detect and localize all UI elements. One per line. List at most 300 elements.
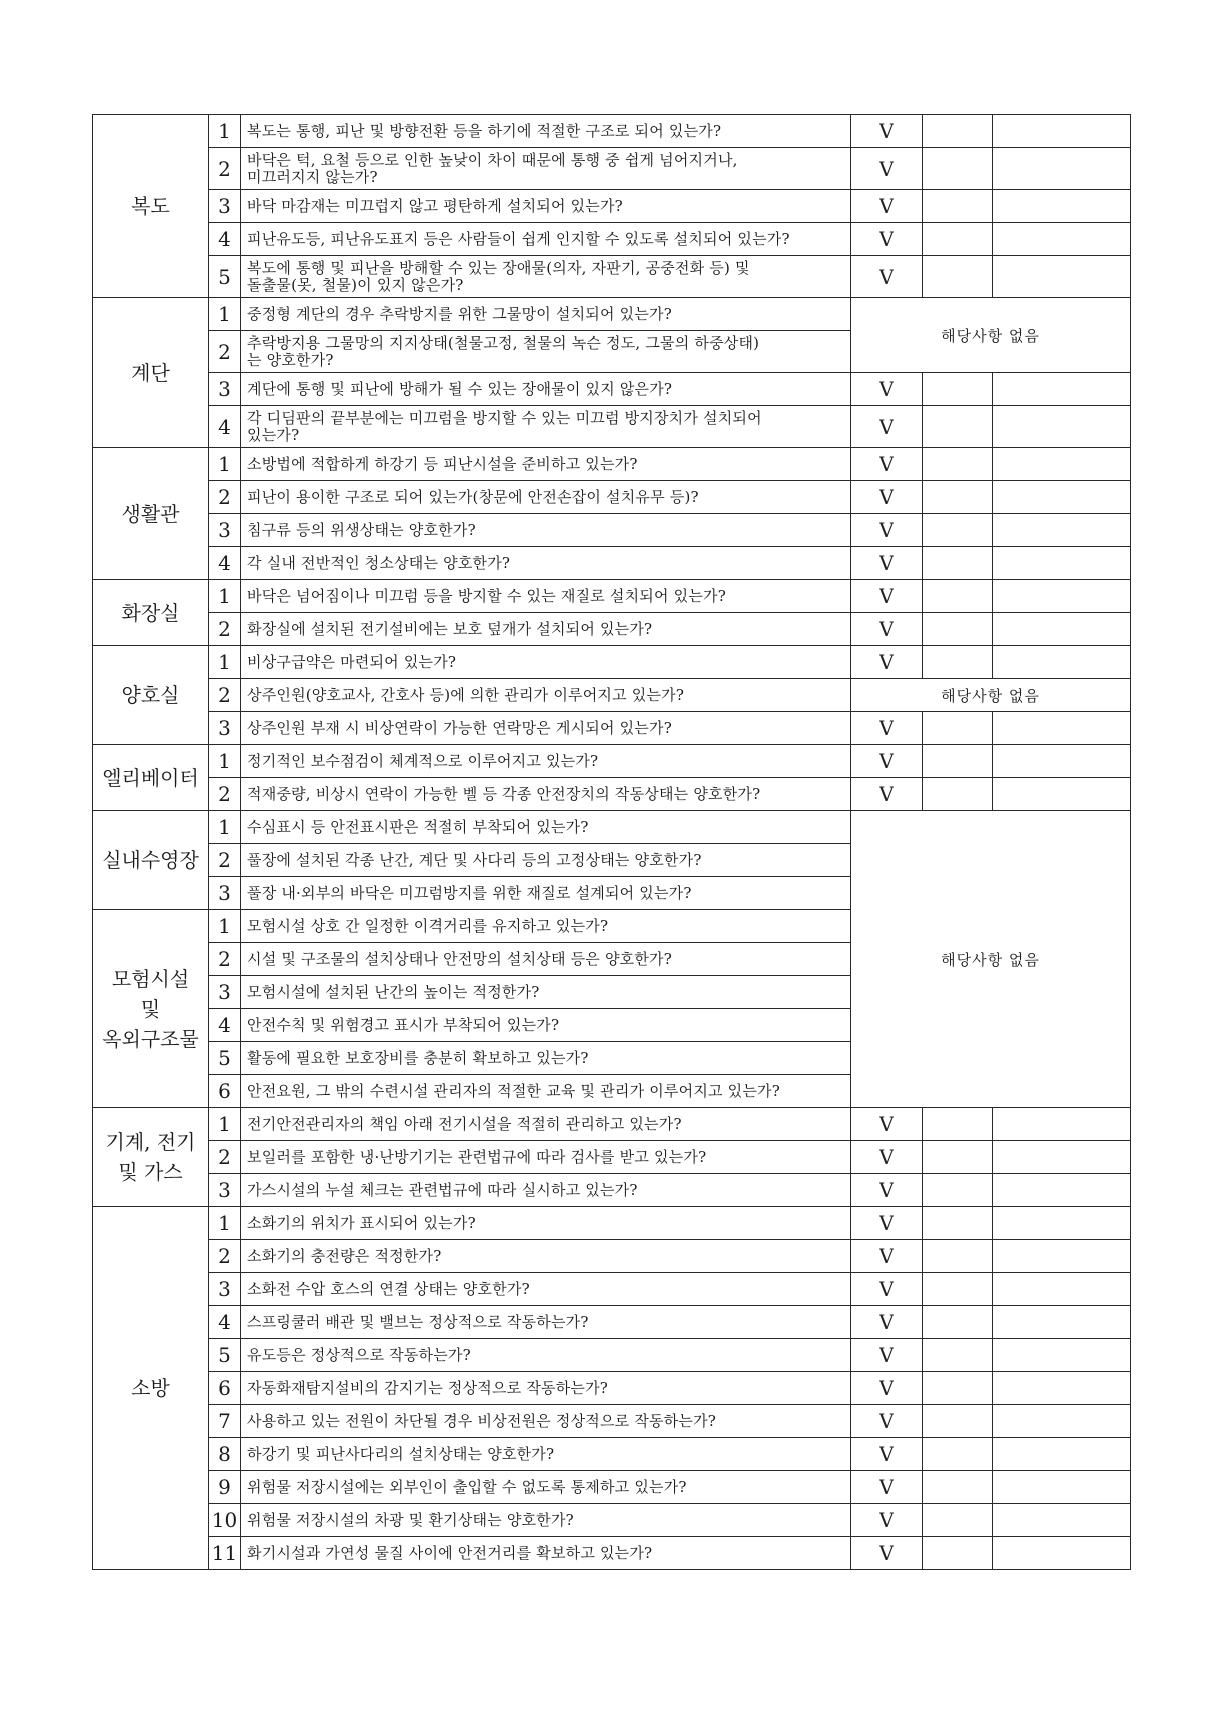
check-cell[interactable]: [851, 406, 923, 448]
check-cell[interactable]: [851, 190, 923, 223]
check-mark: V: [879, 551, 894, 575]
question-cell: [241, 580, 851, 613]
item-number: 4: [209, 1306, 241, 1339]
blank-cell[interactable]: [923, 514, 993, 547]
item-number: 3: [209, 190, 241, 223]
question-text: 피난이 용이한 구조로 되어 있는가(창문에 안전손잡이 설치유무 등)?: [247, 487, 699, 506]
blank-cell[interactable]: [993, 1537, 1131, 1570]
blank-cell[interactable]: [993, 1240, 1131, 1273]
check-mark: V: [879, 1508, 894, 1532]
check-cell[interactable]: [851, 1174, 923, 1207]
check-mark: V: [879, 1211, 894, 1235]
item-number: 1: [209, 1108, 241, 1141]
category-label: 및: [140, 996, 161, 1021]
category-cell: [93, 1207, 209, 1570]
check-mark: V: [879, 452, 894, 476]
item-number: 8: [209, 1438, 241, 1471]
category-cell: [93, 298, 209, 448]
question-cell: [241, 1141, 851, 1174]
blank-cell[interactable]: [923, 1306, 993, 1339]
blank-cell[interactable]: [993, 613, 1131, 646]
question-cell: [241, 976, 851, 1009]
blank-cell[interactable]: [923, 223, 993, 256]
question-cell: [241, 679, 851, 712]
item-number: 1: [209, 646, 241, 679]
category-label: 옥외구조물: [102, 1026, 199, 1051]
question-text: 가스시설의 누설 체크는 관련법규에 따라 실시하고 있는가?: [247, 1180, 638, 1199]
blank-cell[interactable]: [923, 1537, 993, 1570]
question-text: 풀장 내·외부의 바닥은 미끄럼방지를 위한 재질로 설계되어 있는가?: [247, 883, 692, 902]
check-cell[interactable]: [851, 580, 923, 613]
check-mark: V: [879, 119, 894, 143]
blank-cell[interactable]: [993, 712, 1131, 745]
item-number: 2: [209, 481, 241, 514]
question-cell: [241, 877, 851, 910]
category-label: 엘리베이터: [102, 765, 199, 790]
blank-cell[interactable]: [923, 1405, 993, 1438]
blank-cell[interactable]: [923, 1273, 993, 1306]
question-text: 수심표시 등 안전표시판은 적절히 부착되어 있는가?: [247, 817, 589, 836]
blank-cell[interactable]: [993, 115, 1131, 148]
check-cell[interactable]: [851, 1306, 923, 1339]
category-label: 생활관: [121, 501, 180, 526]
check-mark: V: [879, 518, 894, 542]
check-mark: V: [879, 1112, 894, 1136]
table-row: [93, 256, 1131, 298]
item-number: 6: [209, 1075, 241, 1108]
blank-cell[interactable]: [923, 580, 993, 613]
table-row: [93, 1108, 1131, 1141]
category-cell: [93, 646, 209, 745]
check-cell[interactable]: [851, 1273, 923, 1306]
question-cell: [241, 331, 851, 373]
blank-cell[interactable]: [993, 1207, 1131, 1240]
check-cell[interactable]: [851, 1504, 923, 1537]
blank-cell[interactable]: [993, 514, 1131, 547]
blank-cell[interactable]: [993, 1141, 1131, 1174]
question-text: 복도는 통행, 피난 및 방향전환 등을 하기에 적절한 구조로 되어 있는가?: [247, 121, 722, 140]
question-text: 소방법에 적합하게 하강기 등 피난시설을 준비하고 있는가?: [247, 454, 638, 473]
check-cell[interactable]: [851, 1438, 923, 1471]
question-text: 모험시설에 설치된 난간의 높이는 적정한가?: [247, 982, 540, 1001]
blank-cell[interactable]: [993, 1471, 1131, 1504]
blank-cell[interactable]: [923, 1207, 993, 1240]
blank-cell[interactable]: [993, 148, 1131, 190]
question-cell: [241, 298, 851, 331]
table-row: [93, 547, 1131, 580]
check-mark: V: [879, 227, 894, 251]
blank-cell[interactable]: [923, 481, 993, 514]
question-text: 소화기의 위치가 표시되어 있는가?: [247, 1213, 476, 1232]
blank-cell[interactable]: [993, 1273, 1131, 1306]
item-number: 1: [209, 745, 241, 778]
blank-cell[interactable]: [993, 1438, 1131, 1471]
question-cell: [241, 115, 851, 148]
question-cell: [241, 778, 851, 811]
table-row: [93, 190, 1131, 223]
check-cell[interactable]: [851, 514, 923, 547]
check-cell[interactable]: [851, 481, 923, 514]
question-cell: [241, 190, 851, 223]
question-cell: [241, 910, 851, 943]
question-text: 상주인원(양호교사, 간호사 등)에 의한 관리가 이루어지고 있는가?: [247, 685, 685, 704]
blank-cell[interactable]: [993, 778, 1131, 811]
table-row: [93, 1174, 1131, 1207]
blank-cell[interactable]: [923, 1471, 993, 1504]
question-cell: [241, 1471, 851, 1504]
check-cell[interactable]: [851, 712, 923, 745]
item-number: 2: [209, 679, 241, 712]
question-text: 스프링쿨러 배관 및 밸브는 정상적으로 작동하는가?: [247, 1312, 589, 1331]
item-number: 9: [209, 1471, 241, 1504]
category-cell: [93, 910, 209, 1108]
table-row: [93, 1273, 1131, 1306]
question-text: 자동화재탐지설비의 감지기는 정상적으로 작동하는가?: [247, 1378, 609, 1397]
blank-cell[interactable]: [993, 547, 1131, 580]
check-cell[interactable]: [851, 1537, 923, 1570]
question-cell: [241, 514, 851, 547]
blank-cell[interactable]: [993, 190, 1131, 223]
question-text: 상주인원 부재 시 비상연락이 가능한 연락망은 게시되어 있는가?: [247, 718, 672, 737]
table-row: [93, 613, 1131, 646]
blank-cell[interactable]: [923, 190, 993, 223]
question-text: 돌출물(못, 철물)이 있지 않은가?: [247, 275, 464, 294]
blank-cell[interactable]: [993, 646, 1131, 679]
question-cell: [241, 844, 851, 877]
item-number: 3: [209, 712, 241, 745]
check-mark: V: [879, 264, 894, 289]
not-applicable-cell: [851, 811, 1131, 1108]
blank-cell[interactable]: [923, 148, 993, 190]
item-number: 2: [209, 1141, 241, 1174]
question-cell: [241, 613, 851, 646]
item-number: 3: [209, 1273, 241, 1306]
item-number: 2: [209, 613, 241, 646]
category-cell: [93, 811, 209, 910]
question-cell: [241, 1108, 851, 1141]
not-applicable-label: 해당사항 없음: [941, 950, 1040, 969]
question-text: 보일러를 포함한 냉·난방기기는 관련법규에 따라 검사를 받고 있는가?: [247, 1147, 707, 1166]
question-text: 위험물 저장시설에는 외부인이 출입할 수 없도록 통제하고 있는가?: [247, 1477, 687, 1496]
blank-cell[interactable]: [923, 406, 993, 448]
check-cell[interactable]: [851, 1108, 923, 1141]
table-row: [93, 811, 1131, 844]
item-number: 4: [209, 223, 241, 256]
table-row: [93, 406, 1131, 448]
not-applicable-label: 해당사항 없음: [941, 686, 1040, 705]
question-text: 화장실에 설치된 전기설비에는 보호 덮개가 설치되어 있는가?: [247, 619, 653, 638]
question-text: 소화기의 충전량은 적정한가?: [247, 1246, 442, 1265]
check-cell[interactable]: [851, 448, 923, 481]
category-cell: [93, 745, 209, 811]
check-mark: V: [879, 584, 894, 608]
question-text: 모험시설 상호 간 일정한 이격거리를 유지하고 있는가?: [247, 916, 609, 935]
question-cell: [241, 547, 851, 580]
question-text: 바닥 마감재는 미끄럽지 않고 평탄하게 설치되어 있는가?: [247, 196, 623, 215]
blank-cell[interactable]: [993, 1504, 1131, 1537]
table-row: [93, 1339, 1131, 1372]
blank-cell[interactable]: [993, 373, 1131, 406]
check-mark: V: [879, 782, 894, 806]
blank-cell[interactable]: [993, 481, 1131, 514]
table-row: [93, 1405, 1131, 1438]
table-row: [93, 679, 1131, 712]
item-number: 3: [209, 877, 241, 910]
question-text: 화기시설과 가연성 물질 사이에 안전거리를 확보하고 있는가?: [247, 1543, 653, 1562]
blank-cell[interactable]: [923, 1240, 993, 1273]
question-text: 중정형 계단의 경우 추락방지를 위한 그물망이 설치되어 있는가?: [247, 304, 672, 323]
check-mark: V: [879, 156, 894, 181]
table-row: [93, 1141, 1131, 1174]
table-row: [93, 223, 1131, 256]
question-text: 활동에 필요한 보호장비를 충분히 확보하고 있는가?: [247, 1048, 589, 1067]
question-text: 위험물 저장시설의 차광 및 환기상태는 양호한가?: [247, 1510, 574, 1529]
question-cell: [241, 223, 851, 256]
check-cell[interactable]: [851, 1240, 923, 1273]
inspection-checklist-table: [92, 114, 1131, 1570]
question-text: 안전수칙 및 위험경고 표시가 부착되어 있는가?: [247, 1015, 560, 1034]
table-row: [93, 778, 1131, 811]
blank-cell[interactable]: [923, 373, 993, 406]
check-cell[interactable]: [851, 373, 923, 406]
blank-cell[interactable]: [993, 1372, 1131, 1405]
item-number: 1: [209, 580, 241, 613]
check-mark: V: [879, 485, 894, 509]
item-number: 1: [209, 910, 241, 943]
blank-cell[interactable]: [993, 406, 1131, 448]
question-cell: [241, 745, 851, 778]
check-cell[interactable]: [851, 613, 923, 646]
question-cell: [241, 811, 851, 844]
category-cell: [93, 448, 209, 580]
check-mark: V: [879, 1178, 894, 1202]
item-number: 7: [209, 1405, 241, 1438]
question-text: 안전요원, 그 밖의 수련시설 관리자의 적절한 교육 및 관리가 이루어지고 있는가?: [247, 1081, 780, 1100]
question-text: 시설 및 구조물의 설치상태나 안전망의 설치상태 등은 양호한가?: [247, 949, 672, 968]
question-cell: [241, 373, 851, 406]
checklist-body: [93, 115, 1131, 1570]
check-cell[interactable]: [851, 115, 923, 148]
category-label: 기계, 전기: [105, 1130, 196, 1154]
check-mark: V: [879, 194, 894, 218]
table-row: [93, 298, 1131, 331]
blank-cell[interactable]: [993, 448, 1131, 481]
not-applicable-label: 해당사항 없음: [941, 326, 1040, 345]
blank-cell[interactable]: [923, 1372, 993, 1405]
item-number: 2: [209, 778, 241, 811]
blank-cell[interactable]: [993, 1405, 1131, 1438]
question-cell: [241, 256, 851, 298]
question-cell: [241, 1009, 851, 1042]
category-label: 소방: [131, 1376, 170, 1400]
question-cell: [241, 1174, 851, 1207]
blank-cell[interactable]: [923, 778, 993, 811]
question-cell: [241, 1207, 851, 1240]
check-mark: V: [879, 1475, 894, 1499]
question-text: 하강기 및 피난사다리의 설치상태는 양호한가?: [247, 1444, 555, 1463]
blank-cell[interactable]: [923, 1339, 993, 1372]
check-cell[interactable]: [851, 1471, 923, 1504]
question-cell: [241, 1405, 851, 1438]
blank-cell[interactable]: [923, 745, 993, 778]
question-cell: [241, 1273, 851, 1306]
question-cell: [241, 1075, 851, 1108]
blank-cell[interactable]: [923, 256, 993, 298]
check-cell[interactable]: [851, 745, 923, 778]
blank-cell[interactable]: [923, 1438, 993, 1471]
question-cell: [241, 646, 851, 679]
check-cell[interactable]: [851, 1339, 923, 1372]
table-row: [93, 448, 1131, 481]
item-number: 4: [209, 547, 241, 580]
item-number: 1: [209, 448, 241, 481]
check-cell[interactable]: [851, 223, 923, 256]
item-number: 3: [209, 373, 241, 406]
question-text: 피난유도등, 피난유도표지 등은 사람들이 쉽게 인지할 수 있도록 설치되어 있는가?: [247, 229, 790, 248]
check-cell[interactable]: [851, 1141, 923, 1174]
category-label: 복도: [131, 194, 170, 218]
blank-cell[interactable]: [993, 580, 1131, 613]
blank-cell[interactable]: [993, 1339, 1131, 1372]
item-number: 11: [209, 1537, 241, 1570]
item-number: 3: [209, 1174, 241, 1207]
question-text: 각 실내 전반적인 청소상태는 양호한가?: [247, 553, 511, 572]
table-row: [93, 115, 1131, 148]
item-number: 1: [209, 811, 241, 844]
question-text: 정기적인 보수점검이 체계적으로 이루어지고 있는가?: [247, 751, 599, 770]
item-number: 2: [209, 148, 241, 190]
item-number: 1: [209, 1207, 241, 1240]
blank-cell[interactable]: [923, 1108, 993, 1141]
table-row: [93, 1471, 1131, 1504]
blank-cell[interactable]: [923, 1174, 993, 1207]
check-mark: V: [879, 1310, 894, 1334]
blank-cell[interactable]: [923, 1141, 993, 1174]
not-applicable-cell: [851, 298, 1131, 373]
question-cell: [241, 1372, 851, 1405]
blank-cell[interactable]: [923, 547, 993, 580]
question-text: 추락방지용 그물망의 지지상태(철물고정, 철물의 녹슨 정도, 그물의 하중상태): [247, 333, 760, 352]
item-number: 4: [209, 1009, 241, 1042]
question-text: 미끄러지지 않는가?: [247, 167, 378, 186]
question-text: 비상구급약은 마련되어 있는가?: [247, 652, 457, 671]
table-row: [93, 148, 1131, 190]
table-row: [93, 1306, 1131, 1339]
category-cell: [93, 1108, 209, 1207]
item-number: 1: [209, 298, 241, 331]
question-text: 유도등은 정상적으로 작동하는가?: [247, 1345, 471, 1364]
question-cell: [241, 148, 851, 190]
question-text: 풀장에 설치된 각종 난간, 계단 및 사다리 등의 고정상태는 양호한가?: [247, 850, 702, 869]
item-number: 5: [209, 1339, 241, 1372]
question-text: 바닥은 턱, 요철 등으로 인한 높낮이 차이 때문에 통행 중 쉽게 넘어지거나,: [247, 150, 738, 169]
item-number: 4: [209, 406, 241, 448]
check-cell[interactable]: [851, 148, 923, 190]
table-row: [93, 1537, 1131, 1570]
question-cell: [241, 712, 851, 745]
check-cell[interactable]: [851, 1405, 923, 1438]
blank-cell[interactable]: [993, 1174, 1131, 1207]
question-cell: [241, 406, 851, 448]
question-cell: [241, 1537, 851, 1570]
category-cell: [93, 115, 209, 298]
check-cell[interactable]: [851, 778, 923, 811]
question-text: 있는가?: [247, 425, 300, 444]
table-row: [93, 712, 1131, 745]
check-mark: V: [879, 1442, 894, 1466]
blank-cell[interactable]: [993, 745, 1131, 778]
item-number: 2: [209, 331, 241, 373]
table-row: [93, 481, 1131, 514]
blank-cell[interactable]: [923, 448, 993, 481]
table-row: [93, 580, 1131, 613]
blank-cell[interactable]: [993, 1108, 1131, 1141]
blank-cell[interactable]: [993, 256, 1131, 298]
question-text: 침구류 등의 위생상태는 양호한가?: [247, 520, 476, 539]
item-number: 2: [209, 1240, 241, 1273]
table-row: [93, 745, 1131, 778]
check-mark: V: [879, 1145, 894, 1169]
check-cell[interactable]: [851, 1372, 923, 1405]
item-number: 2: [209, 844, 241, 877]
item-number: 5: [209, 1042, 241, 1075]
blank-cell[interactable]: [923, 613, 993, 646]
blank-cell[interactable]: [923, 646, 993, 679]
question-text: 전기안전관리자의 책임 아래 전기시설을 적절히 관리하고 있는가?: [247, 1114, 682, 1133]
category-label: 화장실: [121, 600, 180, 625]
question-text: 바닥은 넘어짐이나 미끄럼 등을 방지할 수 있는 재질로 설치되어 있는가?: [247, 586, 726, 605]
table-row: [93, 646, 1131, 679]
check-cell[interactable]: [851, 646, 923, 679]
table-row: [93, 1207, 1131, 1240]
item-number: 10: [209, 1504, 241, 1537]
item-number: 6: [209, 1372, 241, 1405]
question-cell: [241, 481, 851, 514]
table-row: [93, 1372, 1131, 1405]
check-cell[interactable]: [851, 256, 923, 298]
blank-cell[interactable]: [923, 115, 993, 148]
check-mark: V: [879, 1277, 894, 1301]
check-cell[interactable]: [851, 1207, 923, 1240]
check-mark: V: [879, 1409, 894, 1433]
question-cell: [241, 1438, 851, 1471]
item-number: 3: [209, 976, 241, 1009]
question-cell: [241, 1339, 851, 1372]
check-mark: V: [879, 1376, 894, 1400]
question-cell: [241, 1306, 851, 1339]
blank-cell[interactable]: [993, 223, 1131, 256]
check-mark: V: [879, 1343, 894, 1367]
check-mark: V: [879, 1541, 894, 1565]
blank-cell[interactable]: [923, 712, 993, 745]
item-number: 1: [209, 115, 241, 148]
check-cell[interactable]: [851, 547, 923, 580]
question-text: 계단에 통행 및 피난에 방해가 될 수 있는 장애물이 있지 않은가?: [247, 379, 673, 398]
table-row: [93, 373, 1131, 406]
check-mark: V: [879, 377, 894, 401]
question-cell: [241, 1042, 851, 1075]
not-applicable-cell: [851, 679, 1131, 712]
blank-cell[interactable]: [923, 1504, 993, 1537]
category-label: 실내수영장: [102, 848, 199, 872]
question-text: 사용하고 있는 전원이 차단될 경우 비상전원은 정상적으로 작동하는가?: [247, 1411, 717, 1430]
table-row: [93, 514, 1131, 547]
table-row: [93, 1438, 1131, 1471]
question-text: 는 양호한가?: [247, 350, 334, 369]
blank-cell[interactable]: [993, 1306, 1131, 1339]
question-cell: [241, 943, 851, 976]
question-cell: [241, 448, 851, 481]
